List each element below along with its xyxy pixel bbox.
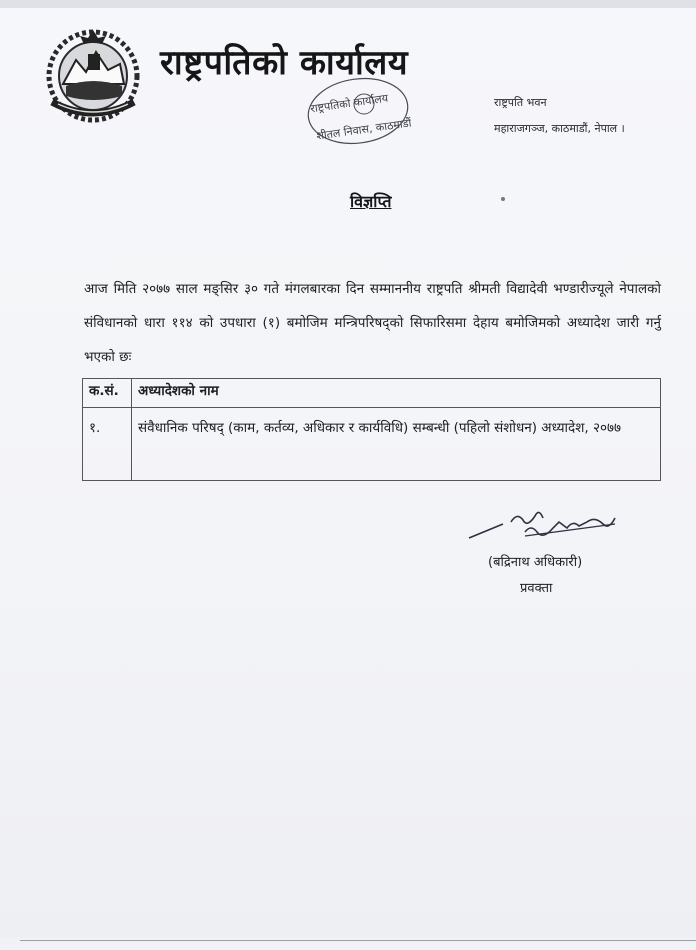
column-header-serial: क.सं. bbox=[83, 379, 132, 408]
table-row bbox=[83, 408, 661, 481]
signatory-name: (बद्रिनाथ अधिकारी) bbox=[488, 555, 583, 570]
nepal-emblem-icon bbox=[36, 24, 150, 124]
signatory-title: प्रवक्ता bbox=[520, 581, 553, 596]
address-line-1: राष्ट्रपति भवन bbox=[494, 96, 547, 109]
address-line-2: महाराजगञ्ज, काठमाडौं, नेपाल । bbox=[494, 122, 625, 135]
notice-body: आज मिति २०७७ साल मङ्सिर ३० गते मंगलबारका दिन सम्माननीय राष्ट्रपति श्रीमती विद्यादेवी भण्डारीज्यूले नेपालको संविधानको धारा ११४ को उपधारा (१) बमोजिम मन्त्रिपरिषद्को सिफारिसमा देहाय बमोजिमको अध्यादेश जारी गर्नु भएको छः bbox=[84, 281, 661, 365]
page-bottom-edge bbox=[20, 940, 696, 941]
stamp-text-line-2: शीतल निवास, काठमाडौं bbox=[315, 116, 413, 143]
notice-heading: विज्ञप्ति bbox=[350, 192, 392, 211]
cell-serial: १. bbox=[83, 408, 132, 481]
office-title: राष्ट्रपतिको कार्यालय bbox=[160, 43, 409, 83]
table-header-row bbox=[83, 379, 661, 408]
handwritten-signature bbox=[465, 498, 630, 548]
ink-dot bbox=[501, 197, 505, 201]
ordinance-table bbox=[82, 378, 661, 481]
stamp-text-line-1: राष्ट्रपतिको कार्यालय bbox=[309, 91, 389, 116]
column-header-ordinance-name: अध्यादेशको नाम bbox=[132, 379, 661, 408]
cell-ordinance-name: संवैधानिक परिषद् (काम, कर्तव्य, अधिकार र कार्यविधि) सम्बन्धी (पहिलो संशोधन) अध्यादेश, २०७७ bbox=[132, 408, 661, 481]
top-margin-bar bbox=[0, 0, 696, 8]
